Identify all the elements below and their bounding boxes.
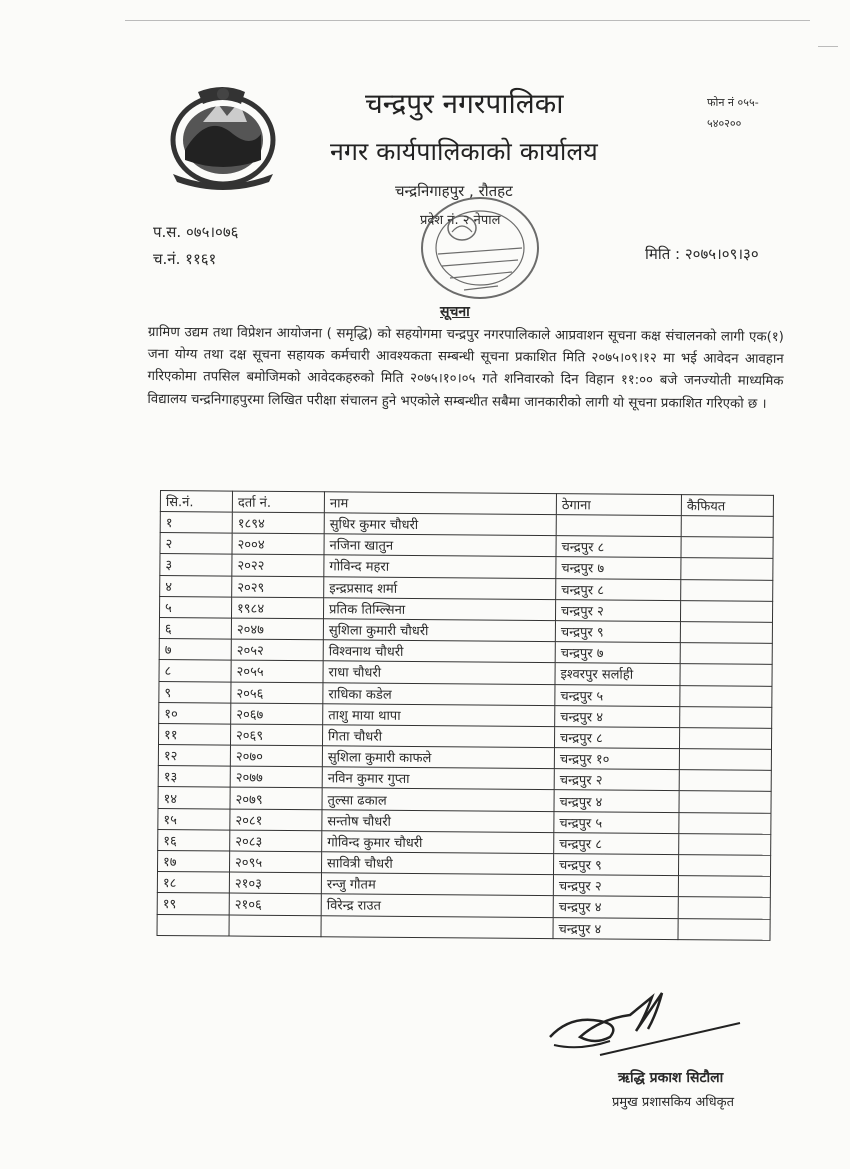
table-row	[157, 914, 770, 940]
cell-reg-no: २१०६	[229, 893, 321, 915]
cell-name: नजिना खातुन	[324, 534, 556, 557]
province-line: प्रदेश नं. २ नेपाल	[420, 213, 501, 228]
cell-address: चन्द्रपुर ९	[553, 854, 678, 876]
cell-reg-no: २०४७	[231, 618, 323, 640]
cell-address: चन्द्रपुर ८	[556, 578, 681, 600]
cell-reg-no: २०५५	[231, 660, 323, 682]
cell-remarks	[680, 685, 772, 707]
cell-reg-no: २०६९	[230, 724, 322, 746]
office-name: नगर कार्यपालिकाको कार्यालय	[330, 137, 598, 166]
column-header-name: नाम	[324, 492, 556, 515]
cell-sn: २	[160, 533, 232, 555]
cell-name: विश्वनाथ चौधरी	[323, 640, 555, 663]
cell-remarks	[678, 855, 770, 877]
cell-reg-no: २०७०	[230, 745, 322, 767]
cell-reg-no: २०६७	[231, 703, 323, 725]
phone-number: ५४०२००	[707, 117, 742, 130]
cell-reg-no: २१०३	[229, 872, 321, 894]
cell-address: चन्द्रपुर ४	[555, 705, 680, 727]
cell-name: इन्द्रप्रसाद शर्मा	[324, 576, 556, 599]
cell-remarks	[681, 558, 773, 580]
cell-address: चन्द्रपुर ९	[555, 621, 680, 643]
cell-sn: १२	[158, 745, 230, 767]
cell-address: चन्द्रपुर ४	[553, 917, 678, 939]
column-header-address: ठेगाना	[556, 494, 681, 516]
cell-sn: १४	[158, 787, 230, 809]
cell-sn: ५	[159, 596, 231, 618]
cell-sn: ६	[159, 617, 231, 639]
cell-address: चन्द्रपुर २	[553, 875, 678, 897]
cell-name: राधा चौधरी	[323, 661, 555, 684]
cell-name: सावित्री चौधरी	[321, 852, 553, 875]
office-address: चन्द्रनिगाहपुर , रौतहट	[395, 182, 513, 200]
cell-remarks	[680, 664, 772, 686]
cell-address: चन्द्रपुर २	[555, 599, 680, 621]
cell-address: चन्द्रपुर ८	[554, 832, 679, 854]
cell-name: सन्तोष चौधरी	[322, 809, 554, 832]
cell-remarks	[680, 622, 772, 644]
cell-remarks	[679, 727, 771, 749]
cell-sn: ८	[159, 660, 231, 682]
cell-name: प्रतिक तिम्ल्सिना	[323, 598, 555, 621]
cell-name: राधिका कडेल	[323, 682, 555, 705]
cell-reg-no: २०९५	[230, 851, 322, 873]
notice-heading: सूचना	[440, 304, 470, 320]
notice-body: ग्रामिण उद्यम तथा विप्रेशन आयोजना ( समृद्धि) को सहयोगमा चन्द्रपुर नगरपालिकाले आप्रवाशन सूचना कक्ष संचालनको लागी एक(१) जना योग्य तथा दक्ष सूचना सहायक कर्मचारी आवश्यकता सम्बन्धी सूचना प्रकाशित मिति २०७५।०९।१२ मा भई आवेदन आवहान गरिएकोमा तपसिल बमोजिमको आवेदकहरुको मिति २०७५।१०।०५ गते शनिवारको दिन विहान ११:०० बजे जनज्योती माध्यमिक विद्यालय चन्द्रनिगाहपुरमा लिखित परीक्षा संचालन हुने भएकोले सम्बन्धीत सबैमा जानकारीको लागी यो सूचना प्रकाशित गरिएको छ ।	[147, 324, 784, 412]
cell-remarks	[678, 876, 770, 898]
cell-remarks	[679, 812, 771, 834]
signatory-name: ऋद्धि प्रकाश सिटौला	[618, 1070, 724, 1086]
cell-remarks	[679, 833, 771, 855]
cell-address: चन्द्रपुर ८	[554, 726, 679, 748]
cell-remarks	[679, 770, 771, 792]
cell-address: चन्द्रपुर ८	[556, 536, 681, 558]
notice-date: मिति : २०७५।०९।३०	[645, 245, 759, 263]
cell-sn: ११	[159, 723, 231, 745]
cell-sn: ७	[159, 639, 231, 661]
phone-label: फोन नं ०५५-	[707, 96, 759, 109]
cell-remarks	[679, 791, 771, 813]
municipality-name: चन्द्रपुर नगरपालिका	[365, 87, 564, 120]
cell-address: चन्द्रपुर ४	[554, 790, 679, 812]
cell-remarks	[679, 749, 771, 771]
cell-remarks	[678, 897, 770, 919]
cell-name: ताशु माया थापा	[323, 703, 555, 726]
cell-address: चन्द्रपुर ४	[553, 896, 678, 918]
cell-name: गोविन्द महरा	[324, 555, 556, 578]
cell-name: रन्जु गौतम	[321, 873, 553, 896]
cell-reg-no: २०८१	[230, 809, 322, 831]
cell-reg-no: २०७९	[230, 787, 322, 809]
cell-sn: ३	[160, 554, 232, 576]
cn-number: च.नं. ११६१	[153, 250, 217, 268]
column-header-sn: सि.नं.	[160, 491, 232, 513]
cell-name: नविन कुमार गुप्ता	[322, 767, 554, 790]
ps-number: प.स. ०७५।०७६	[153, 223, 239, 241]
cell-remarks	[681, 537, 773, 559]
cell-sn: १३	[158, 766, 230, 788]
cell-reg-no: २०८३	[230, 830, 322, 852]
cell-remarks	[681, 579, 773, 601]
cell-name: तुल्सा ढकाल	[322, 788, 554, 811]
office-seal-icon	[418, 192, 543, 304]
cell-reg-no: १९८४	[231, 597, 323, 619]
cell-sn: १५	[158, 808, 230, 830]
cell-sn: १	[160, 512, 232, 534]
cell-sn: ९	[159, 681, 231, 703]
cell-remarks	[680, 643, 772, 665]
cell-remarks	[678, 918, 770, 940]
cell-sn: ४	[160, 575, 232, 597]
cell-sn: १८	[157, 872, 229, 894]
cell-name: गोविन्द कुमार चौधरी	[322, 831, 554, 854]
cell-name: सुशिला कुमारी काफले	[322, 746, 554, 769]
cell-remarks	[680, 706, 772, 728]
nepal-emblem-icon	[163, 82, 283, 192]
cell-sn: १७	[158, 850, 230, 872]
cell-sn: १६	[158, 829, 230, 851]
cell-name: विरेन्द्र राउत	[321, 894, 553, 917]
cell-reg-no: १८९४	[232, 512, 324, 534]
cell-remarks	[681, 516, 773, 538]
cell-reg-no: २०५६	[231, 682, 323, 704]
table-body	[157, 512, 773, 941]
cell-reg-no: २०२९	[232, 576, 324, 598]
signatory-title: प्रमुख प्रशासकिय अधिकृत	[612, 1095, 735, 1110]
cell-reg-no: २०५२	[231, 639, 323, 661]
cell-reg-no	[229, 915, 321, 937]
signature-graphic	[540, 985, 750, 1065]
column-header-remarks: कैफियत	[681, 495, 773, 517]
cell-address: चन्द्रपुर ५	[555, 684, 680, 706]
cell-reg-no: २०७७	[230, 766, 322, 788]
applicant-table-wrapper	[156, 490, 773, 941]
cell-address: चन्द्रपुर ७	[556, 557, 681, 579]
top-rule	[125, 20, 810, 21]
cell-sn: १०	[159, 702, 231, 724]
cell-address	[556, 515, 681, 537]
cell-sn: १९	[157, 893, 229, 915]
cell-name: गिता चौधरी	[322, 725, 554, 748]
applicant-table	[156, 490, 773, 941]
cell-address: चन्द्रपुर २	[554, 769, 679, 791]
cell-address: चन्द्रपुर ५	[554, 811, 679, 833]
column-header-reg-no: दर्ता नं.	[232, 491, 324, 513]
cell-sn	[157, 914, 229, 936]
cell-address: चन्द्रपुर ७	[555, 642, 680, 664]
cell-address: चन्द्रपुर १०	[554, 748, 679, 770]
cell-name: सुशिला कुमारी चौधरी	[323, 619, 555, 642]
top-rule-mark	[818, 46, 838, 47]
cell-reg-no: २०२२	[232, 554, 324, 576]
cell-address: इश्वरपुर सर्लाही	[555, 663, 680, 685]
cell-reg-no: २००४	[232, 533, 324, 555]
cell-name: सुधिर कुमार चौधरी	[324, 513, 556, 536]
cell-name	[321, 915, 553, 938]
cell-remarks	[680, 600, 772, 622]
